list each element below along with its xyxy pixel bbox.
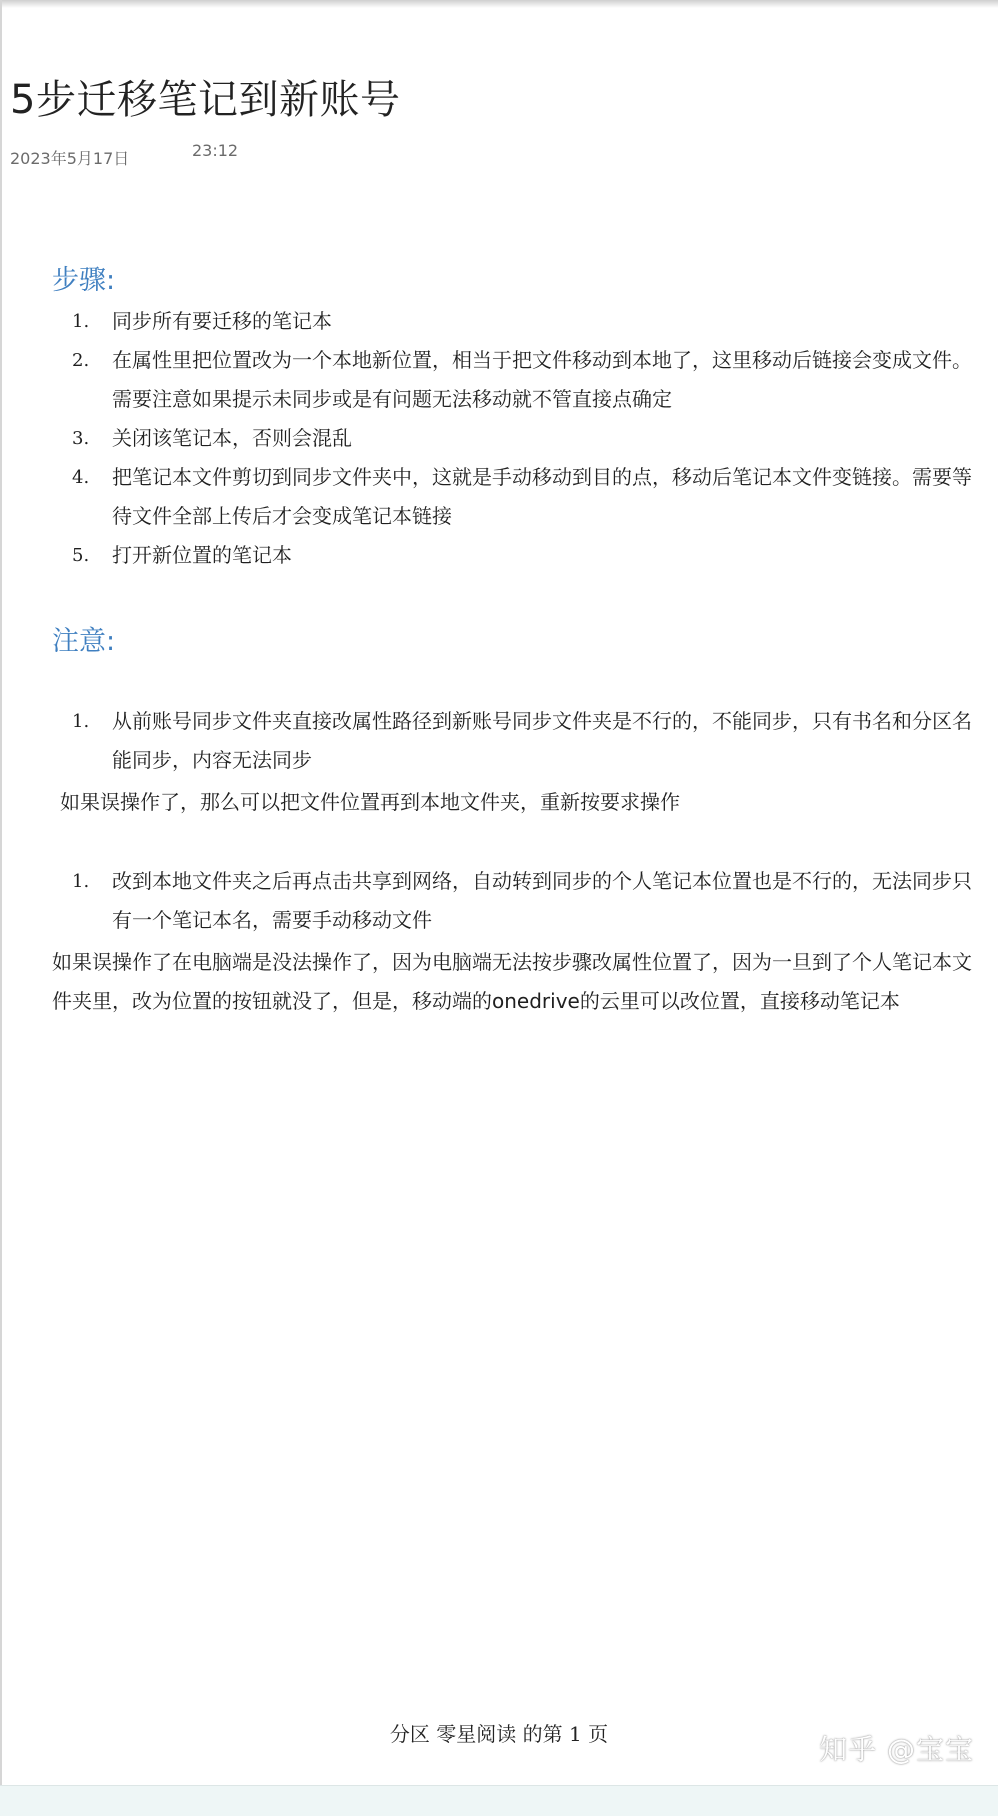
note1-list: [52, 702, 972, 780]
list-item[interactable]: [52, 862, 972, 940]
page-title[interactable]: 5步迁移笔记到新账号: [10, 77, 401, 123]
note2-followup[interactable]: 如果误操作了在电脑端是没法操作了，因为电脑端无法按步骤改属性位置了，因为一旦到了个人笔记本文件夹里，改为位置的按钮就没了，但是，移动端的onedrive的云里可以改位置，直接移动笔记本: [52, 950, 972, 1013]
list-item-text: 在属性里把位置改为一个本地新位置，相当于把文件移动到本地了，这里移动后链接会变成文件。需要注意如果提示未同步或是有问题无法移动就不管直接点确定: [112, 348, 972, 411]
list-number: 1.: [72, 711, 90, 732]
notes-heading: 注意:: [52, 626, 116, 657]
page-time: 23:12: [192, 141, 239, 160]
list-item-text: 同步所有要迁移的笔记本: [112, 309, 332, 333]
list-item-text: 关闭该笔记本，否则会混乱: [112, 426, 352, 450]
list-item[interactable]: [52, 341, 972, 419]
list-number: 1.: [72, 871, 90, 892]
watermark: 知乎 @宝宝: [819, 1733, 974, 1766]
list-item[interactable]: [52, 702, 972, 780]
list-item-text: 改到本地文件夹之后再点击共享到网络，自动转到同步的个人笔记本位置也是不行的，无法同步只有一个笔记本名，需要手动移动文件: [112, 869, 972, 932]
footer-page-number: 1: [568, 1722, 582, 1746]
footer-suffix: 页: [581, 1722, 609, 1746]
page-left-border: [0, 0, 2, 1785]
list-item-text: 把笔记本文件剪切到同步文件夹中，这就是手动移动到目的点，移动后笔记本文件变链接。需要等待文件全部上传后才会变成笔记本链接: [112, 465, 972, 528]
list-item-text: 从前账号同步文件夹直接改属性路径到新账号同步文件夹是不行的，不能同步，只有书名和分区名能同步，内容无法同步: [112, 709, 972, 772]
steps-list: [52, 302, 972, 575]
list-number: 3.: [72, 428, 90, 449]
list-item[interactable]: [52, 419, 972, 458]
list-item-text: 打开新位置的笔记本: [112, 543, 292, 567]
bottom-bar: [0, 1785, 998, 1816]
note2-list: [52, 862, 972, 940]
page-date: 2023年5月17日: [10, 149, 130, 168]
footer-prefix: 分区 零星阅读 的第: [389, 1722, 569, 1746]
list-number: 4.: [72, 467, 90, 488]
list-number: 5.: [72, 545, 90, 566]
list-item[interactable]: [52, 302, 972, 341]
list-number: 2.: [72, 350, 90, 371]
top-shadow: [0, 0, 998, 8]
steps-heading: 步骤:: [52, 265, 116, 296]
list-item[interactable]: [52, 458, 972, 536]
note1-followup[interactable]: 如果误操作了，那么可以把文件位置再到本地文件夹，重新按要求操作: [60, 790, 680, 814]
list-item[interactable]: [52, 536, 972, 575]
list-number: 1.: [72, 311, 90, 332]
